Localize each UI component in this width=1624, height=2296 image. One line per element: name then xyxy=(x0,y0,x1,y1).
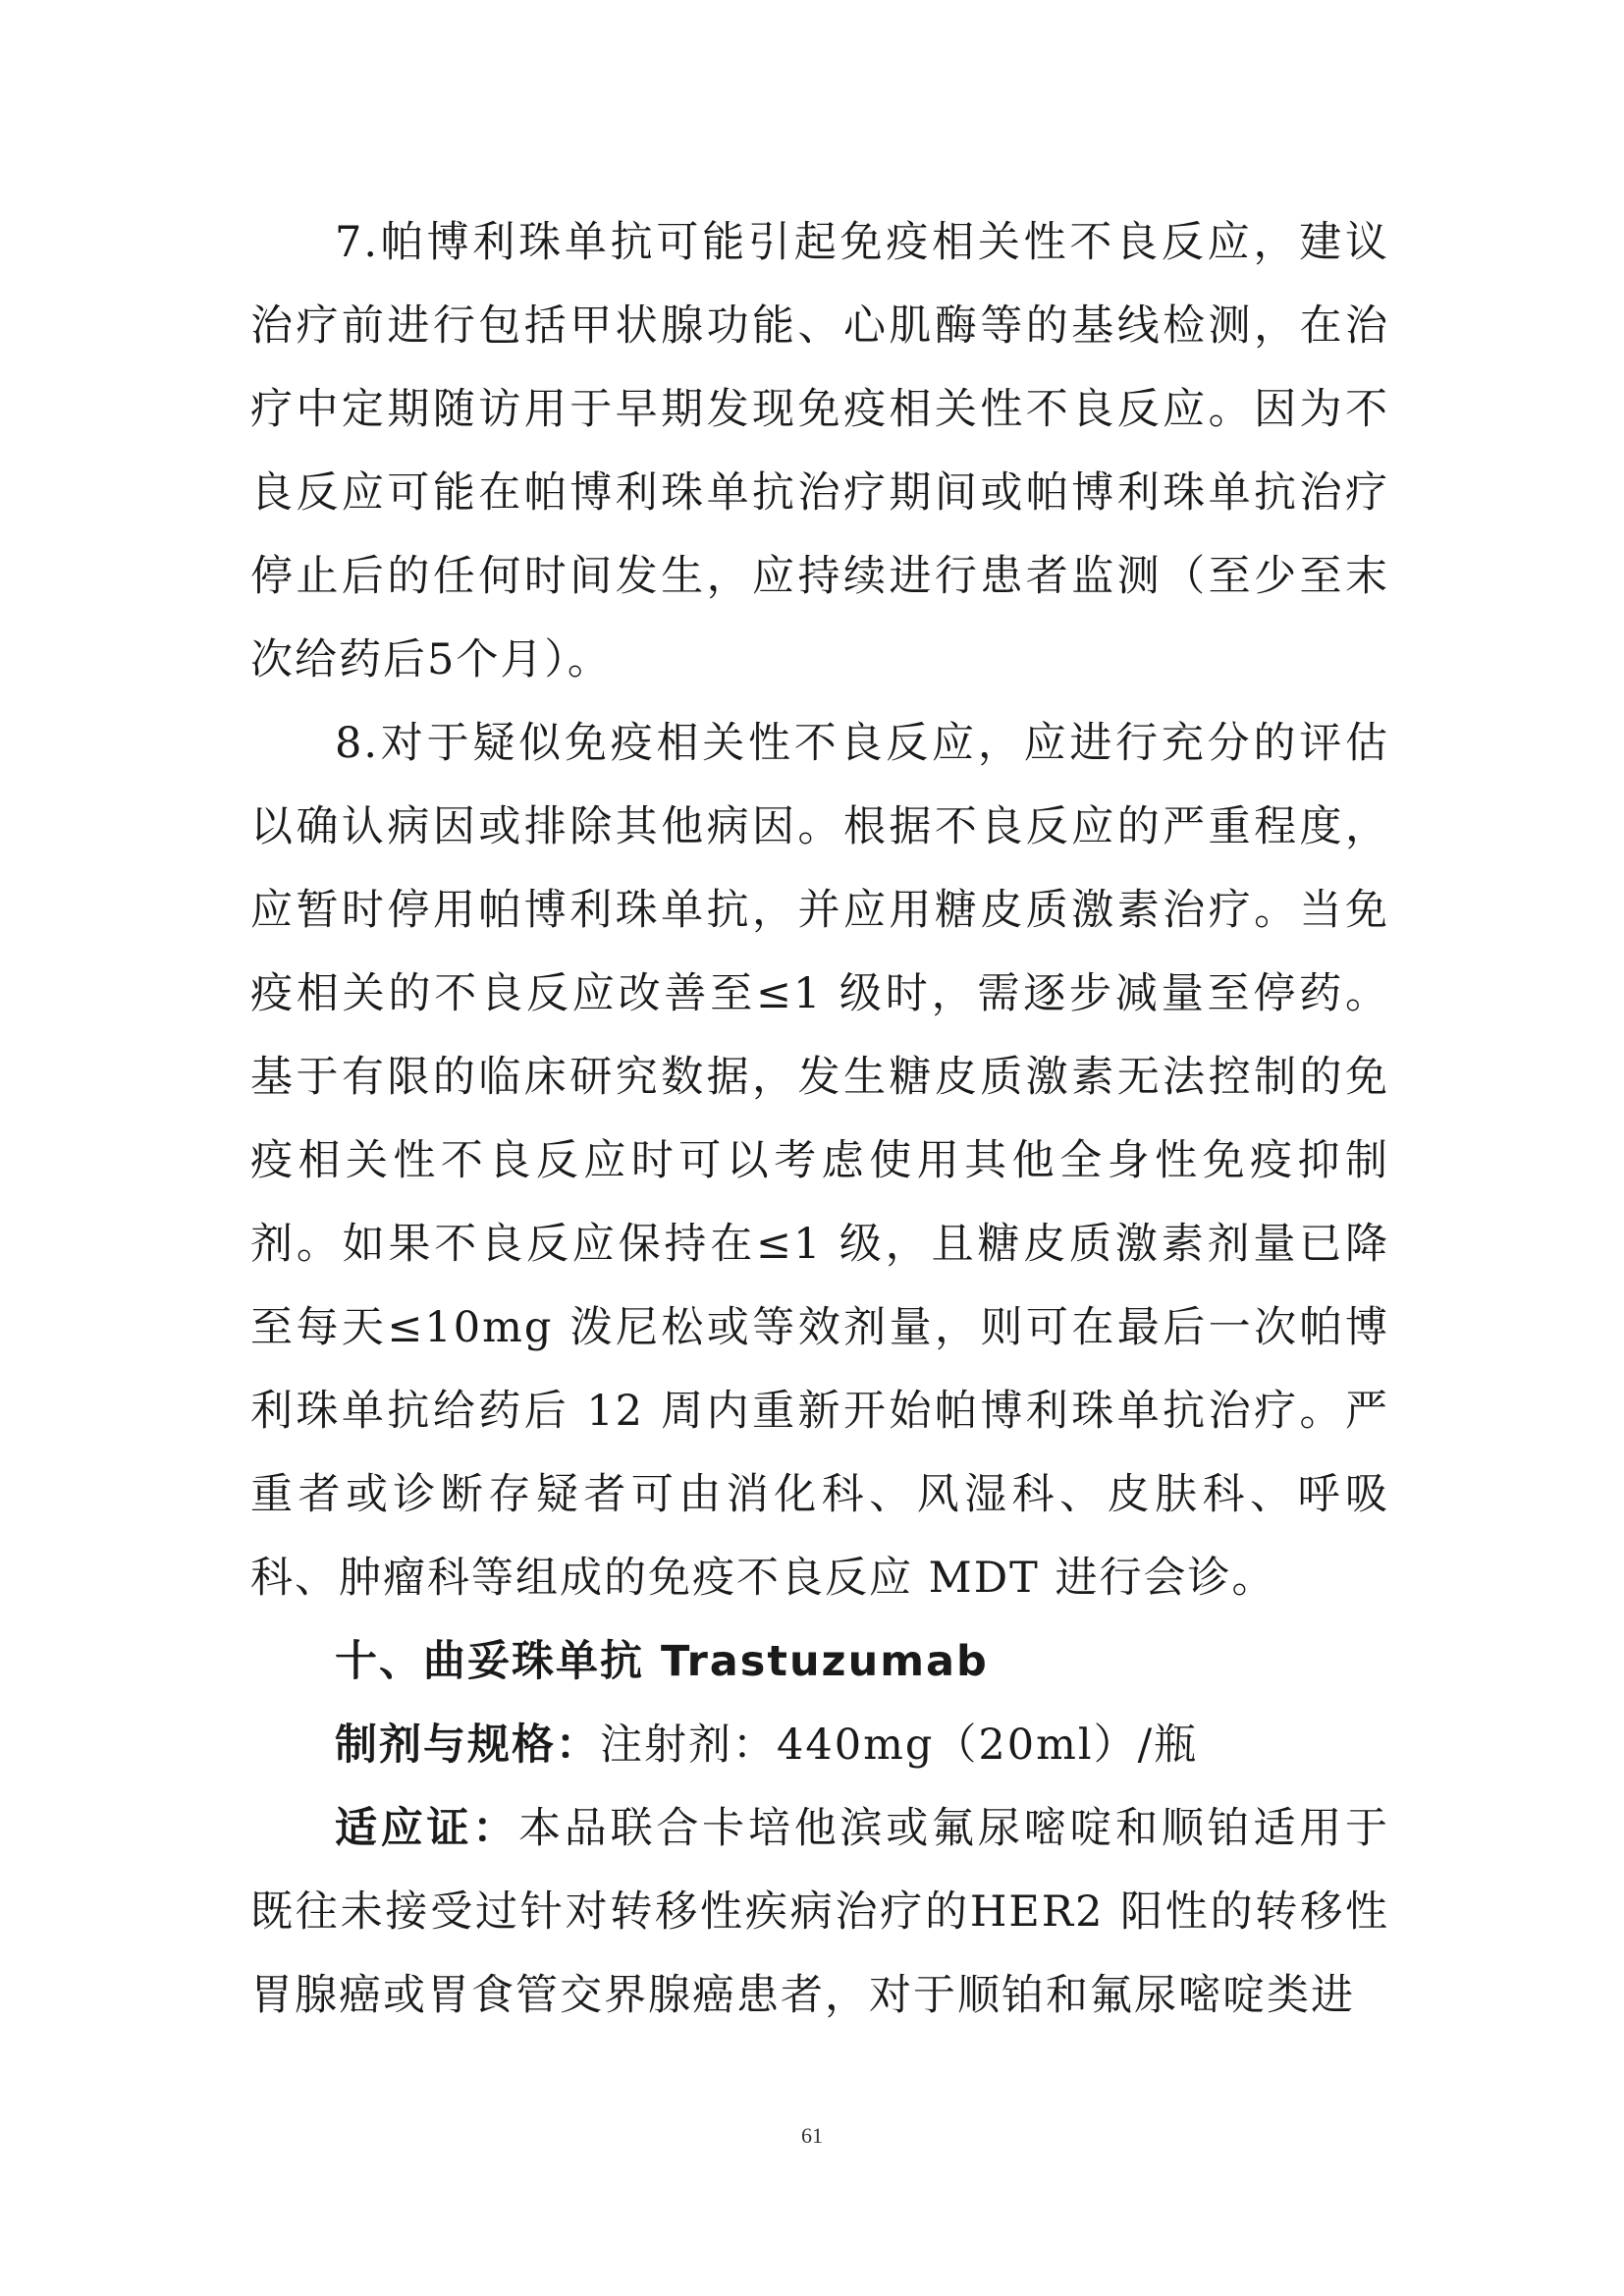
indication-label: 适应证： xyxy=(335,1804,519,1853)
document-page xyxy=(250,201,1389,2038)
paragraph-item-7: 7.帕博利珠单抗可能引起免疫相关性不良反应，建议治疗前进行包括甲状腺功能、心肌酶等的基线检测，在治疗中定期随访用于早期发现免疫相关性不良反应。因为不良反应可能在帕博利珠单抗治疗期间或帕博利珠单抗治疗停止后的任何时间发生，应持续进行患者监测（至少至末次给药后5个月）。 xyxy=(250,218,1389,684)
spec-label: 制剂与规格： xyxy=(335,1721,600,1770)
spec-value: 注射剂：440mg（20ml）/瓶 xyxy=(600,1721,1199,1770)
indication-paragraph xyxy=(250,1787,1389,2038)
paragraph-item-8: 8.对于疑似免疫相关性不良反应，应进行充分的评估以确认病因或排除其他病因。根据不良反应的严重程度，应暂时停用帕博利珠单抗，并应用糖皮质激素治疗。当免疫相关的不良反应改善至≤1 级时，需逐步减量至停药。基于有限的临床研究数据，发生糖皮质激素无法控制的免疫相关性不良反应时可以考虑使用其他全身性免疫抑制剂。如果不良反应保持在≤1 级，且糖皮质激素剂量已降至每天≤10mg 泼尼松或等效剂量，则可在最后一次帕博利珠单抗给药后 12 周内重新开始帕博利珠单抗治疗。严重者或诊断存疑者可由消化科、风湿科、皮肤科、呼吸科、肿瘤科等组成的免疫不良反应 MDT 进行会诊。 xyxy=(250,719,1389,1603)
spec-line xyxy=(250,1704,1389,1787)
page-number: 61 xyxy=(801,2123,823,2148)
section-heading: 十、曲妥珠单抗 Trastuzumab xyxy=(335,1637,989,1686)
indication-value: 本品联合卡培他滨或氟尿嘧啶和顺铂适用于既往未接受过针对转移性疾病治疗的HER2 阳性的转移性胃腺癌或胃食管交界腺癌患者，对于顺铂和氟尿嘧啶类进 xyxy=(250,1804,1390,2020)
